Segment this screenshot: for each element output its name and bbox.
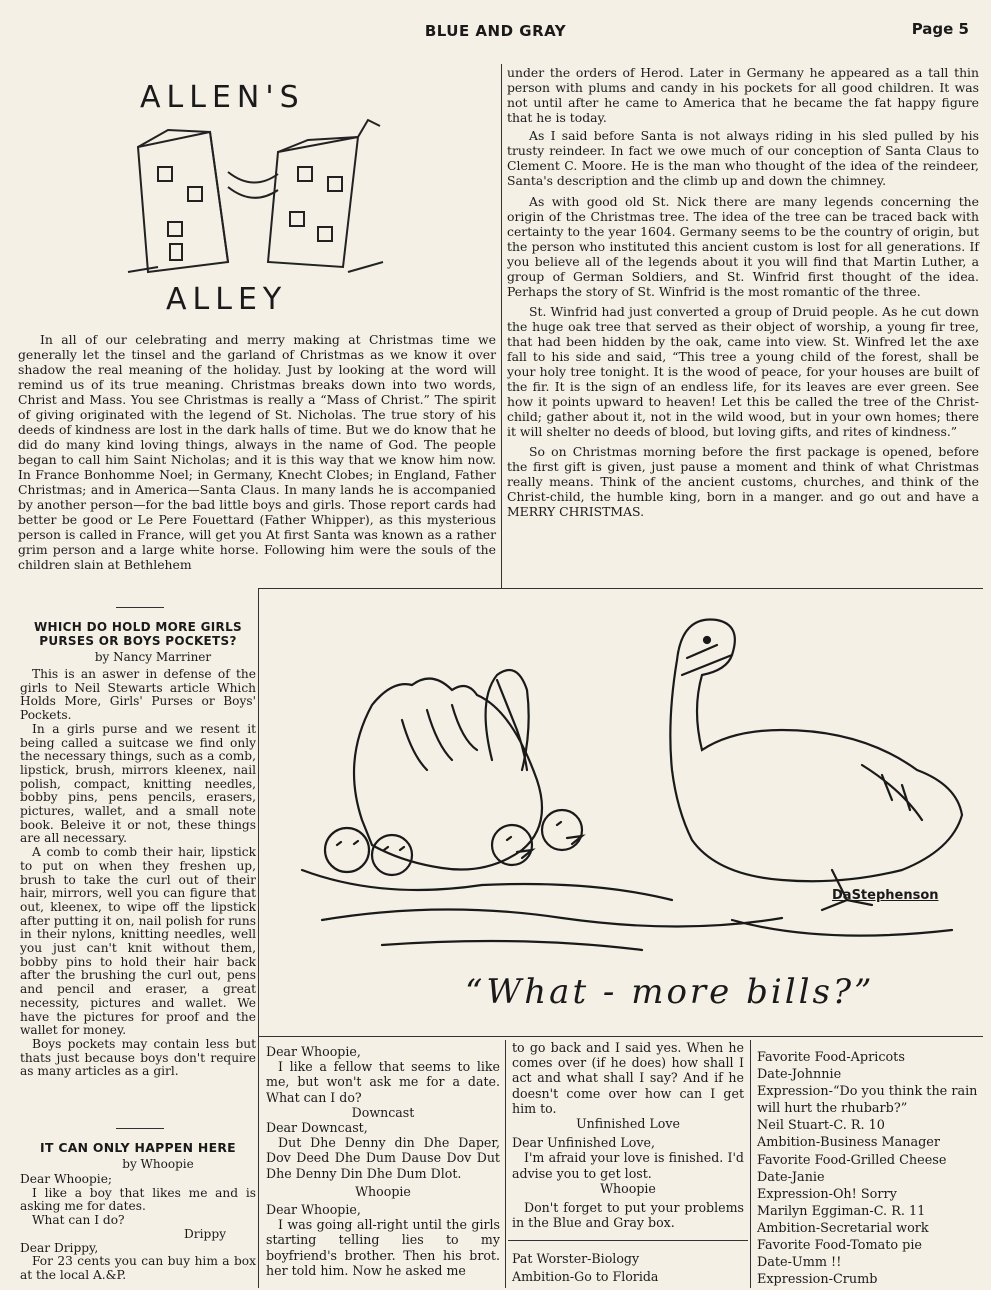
profile-line: Ambition-Go to Florida [512, 1269, 659, 1285]
letter-signoff: Whoopie [600, 1180, 656, 1196]
profile-line: Expression-“Do you think the rain will hurt the rhubarb?” [757, 1084, 978, 1117]
paragraph: In a girls purse and we resent it being called a suitcase we find only the necessary things, such as a comb, lipstick, brush, mirrors kleenex, nail polish, compact, knitting needles, bobby pins, pens pencils, erasers, pictures, wallet, and a small note book. Beleive it or not, these things are all necessary. [20, 721, 256, 846]
profile-line: Ambition-Secretarial work [757, 1220, 929, 1236]
profile-line: Favorite Food-Tomato pie [757, 1238, 922, 1254]
cartoon-caption: “What - more bills?” [465, 972, 875, 1012]
letter-line: Dear Drippy, [20, 1240, 99, 1255]
letter-signoff: Downcast [351, 1104, 415, 1120]
paragraph: St. Winfrid had just converted a group of Druid people. As he cut down the huge oak tree that served as their object of worship, a young fir tree, that had been hidden by the oak, came into view. St. Winfred let the axe fall to his side and said, “This tree a young child of the forest, shall be your holy tree tonight. It is the wood of peace, for your houses are built of the fir. It is the sign of an endless life, for its leaves are ever green. See how it points upward to heaven! Let this be called the tree of the Christ-child; gather about it, not in the wild wood, but in your own homes; there it will shelter no deeds of blood, but loving gifts, and rites of kindness.” [507, 304, 979, 439]
profile-line: Expression-Crumb [757, 1272, 878, 1288]
profile-line: Ambition-Business Manager [757, 1135, 940, 1151]
purses-byline: by Nancy Marriner [94, 650, 212, 664]
happen-title: IT CAN ONLY HAPPEN HERE [40, 1140, 236, 1155]
letter-line: Dear Unfinished Love, [512, 1135, 655, 1151]
letter-line: I was going all-right until the girls starting telling lies to my boyfriend's brother. Then his brot. her told him. Now he asked me [266, 1217, 500, 1278]
cartoon-left-border [258, 588, 259, 1288]
paragraph: Boys pockets may contain less but thats just because boys don't require as many articles as a girl. [20, 1036, 256, 1079]
section-rule [258, 588, 983, 589]
purses-top-rule [116, 607, 164, 608]
profile-line: Neil Stuart-C. R. 10 [757, 1118, 885, 1134]
letters-divider-1 [505, 1040, 506, 1288]
happen-top-rule [116, 1128, 164, 1129]
letter-line: I like a boy that likes me and is asking me for dates. [20, 1185, 256, 1214]
purses-title: WHICH DO HOLD MORE GIRLS PURSES OR BOYS POCKETS? [34, 620, 242, 648]
letter-line: Dear Downcast, [266, 1120, 368, 1136]
happen-col1-body [20, 1173, 256, 1283]
letter-signoff: Drippy [184, 1226, 226, 1241]
happen-col-2 [266, 1044, 500, 1278]
profiles-column [757, 1049, 987, 1288]
happen-byline: by Whoopie [122, 1157, 194, 1171]
letter-line: I'm afraid your love is finished. I'd advise you to get lost. [512, 1150, 744, 1181]
paragraph: A comb to comb their hair, lipstick to put on when they freshen up, brush to take the curl out of their hair, mirrors, well you can figure that out, kleenex, to wipe off the lipstick after putting it on, nail polish for runs in their nylons, knitting needles, well you just can't knit without them, bobby pins to hold their hair back after the brushing the curl out, pens and pencil and eraser, a great necessity, pictures and wallet. We have the pictures for proof and the wallet for money. [20, 845, 256, 1038]
paragraph: under the orders of Herod. Later in Germany he appeared as a tall thin person with plums and candy in his pockets for all good children. It was not until after he came to America that he became the fat happy figure that he is today. [507, 65, 979, 125]
letter-line: For 23 cents you can buy him a box at the local A.&P. [20, 1254, 256, 1282]
paragraph: In all of our celebrating and merry making at Christmas time we generally let the tinsel and the garland of Christmas as we know it over shadow the real meaning of the holiday. Just by looking at the word will remind us of its true meaning. Christmas breaks down into two words, Christ and Mass. You see Christmas is really a “Mass of Christ.” The spirit of giving originated with the legend of St. Nicholas. The true story of his deeds of kindness are lost in the dark halls of time. But we do know that he did do many kind loving things, always in the name of God. The people began to call him Saint Nicholas; and it is this way that we know him now. In France Bonhomme Noel; in Germany, Knecht Clobes; in England, Father Christmas; and in America—Santa Claus. In many lands he is accompanied by another person—for the bad little boys and girls. Those report cards had better be good or Le Pere Fouettard (Father Whipper), as this mysterious person is called in France, will get you At first Santa was known as a rather grim person and a large white horse. Following him were the souls of the children slain at Bethlehem [18, 332, 496, 572]
logo-title-top: ALLEN'S [140, 80, 305, 115]
profile-line: Date-Janie [757, 1169, 825, 1185]
purses-article [20, 620, 256, 1079]
paragraph: This is an aswer in defense of the girls to Neil Stewarts article Which Holds More, Girls' Purses or Boys' Pockets. [20, 667, 256, 723]
publication-name: BLUE AND GRAY [424, 22, 567, 40]
column-divider [501, 64, 502, 588]
profile-line: Marilyn Eggiman-C. R. 11 [757, 1203, 926, 1219]
logo-title-bottom: ALLEY [166, 282, 288, 317]
letter-line: Dear Whoopie, [266, 1202, 361, 1218]
allens-alley-left [18, 332, 496, 572]
letter-line: Dut Dhe Denny din Dhe Daper, Dov Deed Dhe Dum Dause Dov Dut Dhe Denny Din Dhe Dum Dlot. [266, 1135, 500, 1181]
letter-line: Don't forget to put your problems in the Blue and Gray box. [512, 1200, 744, 1231]
profile-line: Date-Umm !! [757, 1255, 842, 1271]
artist-signature: DaStephenson [832, 888, 939, 903]
letter-line: Dear Whoopie, [266, 1044, 361, 1059]
letter-signoff: Unfinished Love [576, 1116, 680, 1132]
paragraph: So on Christmas morning before the first package is opened, before the first gift is given, just pause a moment and think of what Christmas really means. Think of the ancient customs, churches, and think of the Christ-child, the humble king, born in a manger. and go out and have a MERRY CHRISTMAS. [507, 444, 979, 519]
profile-line: Pat Worster-Biology [512, 1251, 640, 1266]
happen-col-1 [20, 1141, 256, 1283]
buildings-drawing [118, 112, 388, 287]
letter-signoff: Whoopie [355, 1183, 411, 1199]
allens-alley-logo [118, 72, 388, 327]
letters-divider-2 [750, 1040, 751, 1288]
paragraph: As I said before Santa is not always riding in his sled pulled by his trusty reindeer. In fact we owe much of our conception of Santa Claus to Clement C. Moore. He is the man who thought of the idea of the reindeer, Santa's description and the climb up and down the chimney. [507, 128, 979, 188]
letter-line: What can I do? [32, 1213, 125, 1228]
allens-alley-right [507, 65, 979, 519]
profile-line: Favorite Food-Grilled Cheese [757, 1152, 947, 1168]
paragraph: As with good old St. Nick there are many legends concerning the origin of the Christmas tree. The idea of the tree can be traced back with certainty to the year 1604. Germany seems to be the country of origin, but the person who instituted this ancient custom is lost for all generations. If you believe all of the legends about it you will find that Martin Luther, a group of German Soldiers, and St. Winfrid first thought of the idea. Perhaps the story of St. Winfrid is the most romantic of the three. [507, 194, 979, 299]
letter-line: Dear Whoopie; [20, 1172, 113, 1186]
letter-line: I like a fellow that seems to like me, but won't ask me for a date. What can I do? [266, 1059, 500, 1105]
purses-body [20, 668, 256, 1079]
letter-line: to go back and I said yes. When he comes over (if he does) how shall I act and what shall I say? And if he doesn't come over how can I get him to. [512, 1040, 744, 1116]
happen-col-3 [512, 1040, 744, 1230]
profile-line: Date-Johnnie [757, 1067, 842, 1083]
page-number: Page 5 [911, 20, 969, 38]
profile-start [512, 1251, 744, 1284]
profile-line: Expression-Oh! Sorry [757, 1186, 897, 1202]
swan-cartoon [262, 600, 980, 960]
cartoon-bottom-border [258, 1036, 983, 1037]
letters-bottom-rule [508, 1240, 748, 1241]
profile-line: Favorite Food-Apricots [757, 1050, 905, 1065]
